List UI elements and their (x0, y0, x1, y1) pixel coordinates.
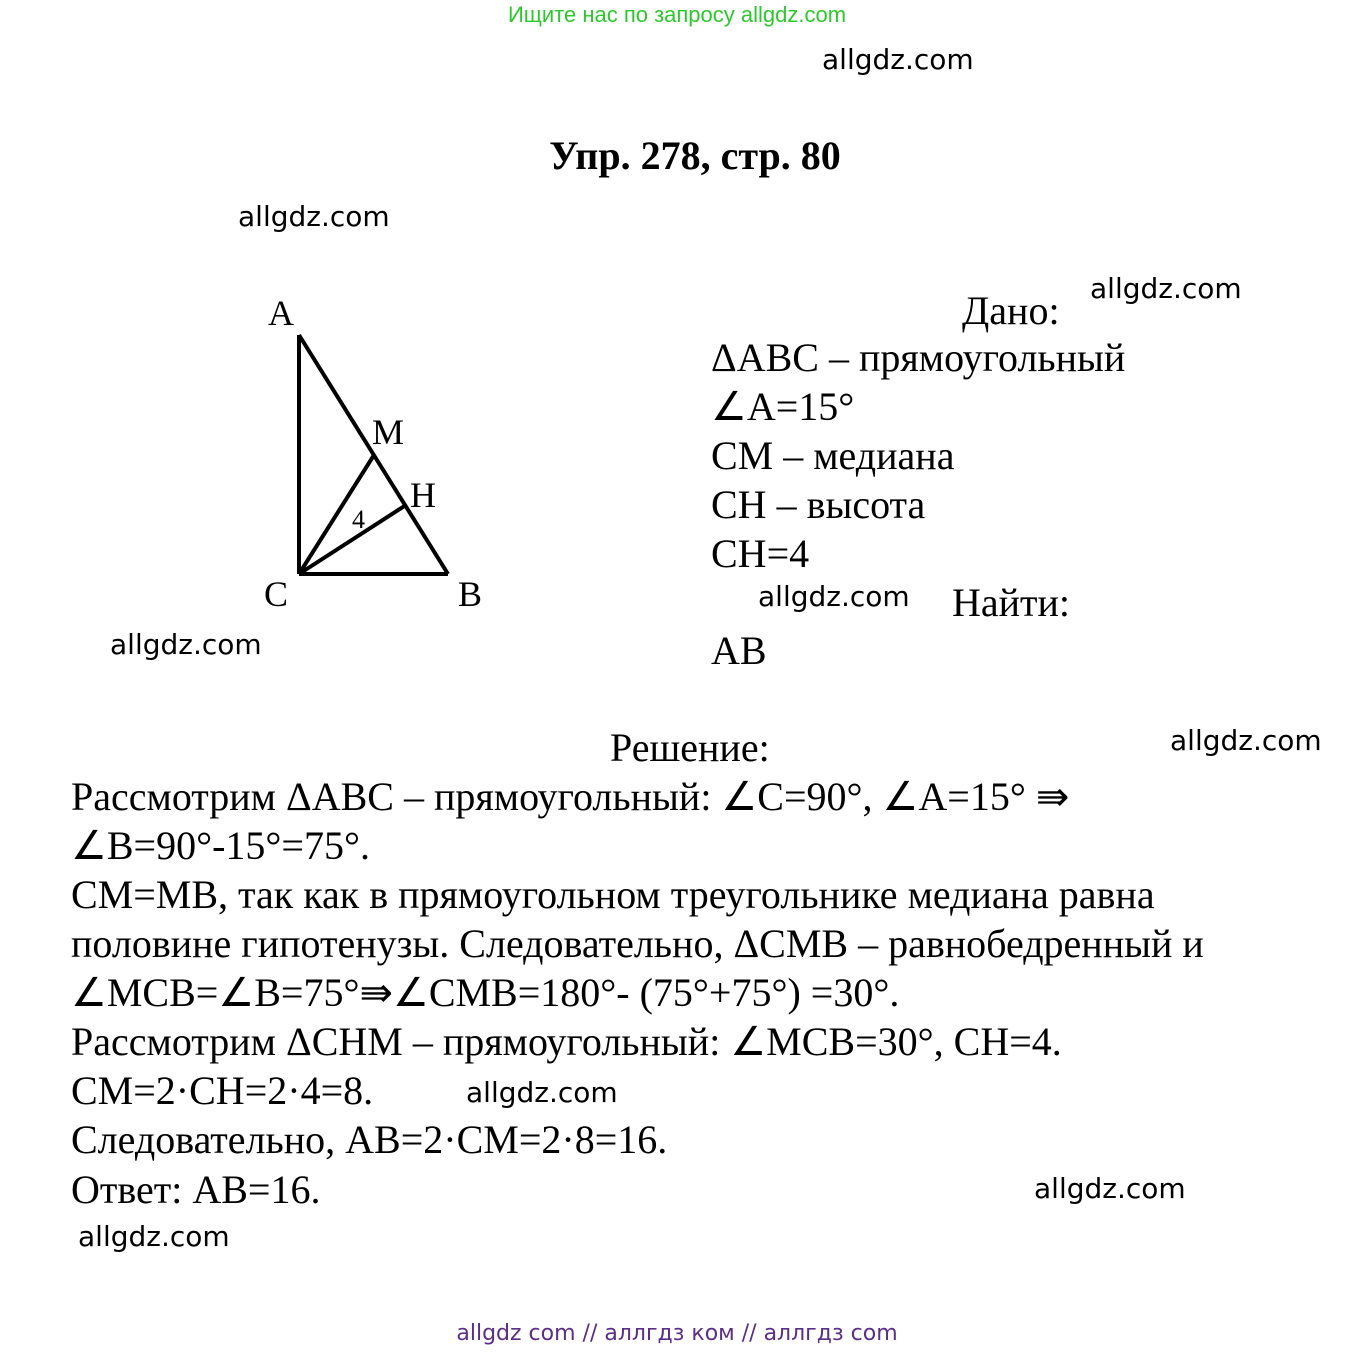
watermark: allgdz.com (110, 628, 262, 661)
find-value: AB (711, 628, 767, 673)
watermark: allgdz.com (466, 1076, 618, 1109)
given-line: ∠A=15° (711, 384, 855, 429)
solution-text (71, 772, 1204, 1164)
solution-line: CM=MB, так как в прямоугольном треугольнике медиана равна (71, 872, 1155, 917)
given-line: CH – высота (711, 482, 926, 527)
vertex-label-a: A (268, 293, 294, 333)
given-line: CM – медиана (711, 433, 955, 478)
solution-line: половине гипотенузы. Следовательно, ΔCMB – равнобедренный и (71, 921, 1204, 966)
solution-line: Следовательно, AB=2·CM=2·8=16. (71, 1117, 668, 1162)
vertex-label-c: C (264, 574, 289, 614)
vertex-label-m: M (372, 412, 405, 452)
segment-length-label: 4 (352, 505, 365, 534)
given-line: ΔABC – прямоугольный (711, 335, 1126, 380)
vertex-label-h: H (410, 475, 436, 515)
given-line: CH=4 (711, 531, 810, 576)
solution-line: Рассмотрим ΔABC – прямоугольный: ∠C=90°, ∠A=15° ⇛ (71, 774, 1070, 819)
triangle-diagram (0, 0, 560, 640)
solution-line: Рассмотрим ΔCHM – прямоугольный: ∠MCB=30°, CH=4. (71, 1019, 1062, 1064)
given-heading: Дано: (962, 288, 1060, 333)
solution-line: ∠MCB=∠B=75°⇛∠CMB=180°- (75°+75°) =30°. (71, 970, 900, 1015)
solution-line: ∠B=90°-15°=75°. (71, 823, 370, 868)
answer-line: Ответ: AB=16. (71, 1167, 321, 1212)
watermark: allgdz.com (758, 580, 910, 613)
vertex-label-b: B (458, 574, 483, 614)
solution-heading: Решение: (610, 725, 770, 770)
watermark: allgdz.com (822, 43, 974, 76)
watermark: allgdz.com (1090, 272, 1242, 305)
page-title: Упр. 278, стр. 80 (549, 133, 841, 178)
watermark: allgdz.com (1170, 724, 1322, 757)
given-list (711, 333, 1125, 578)
footer-links: allgdz com // аллгдз ком // аллгдз com (456, 1321, 898, 1346)
watermark: allgdz.com (238, 200, 390, 233)
watermark: allgdz.com (1034, 1172, 1186, 1205)
find-heading: Найти: (952, 580, 1071, 625)
solution-line: CM=2·CH=2·4=8. (71, 1068, 374, 1113)
search-banner: Ищите нас по запросу allgdz.com (507, 2, 847, 27)
watermark: allgdz.com (78, 1220, 230, 1253)
